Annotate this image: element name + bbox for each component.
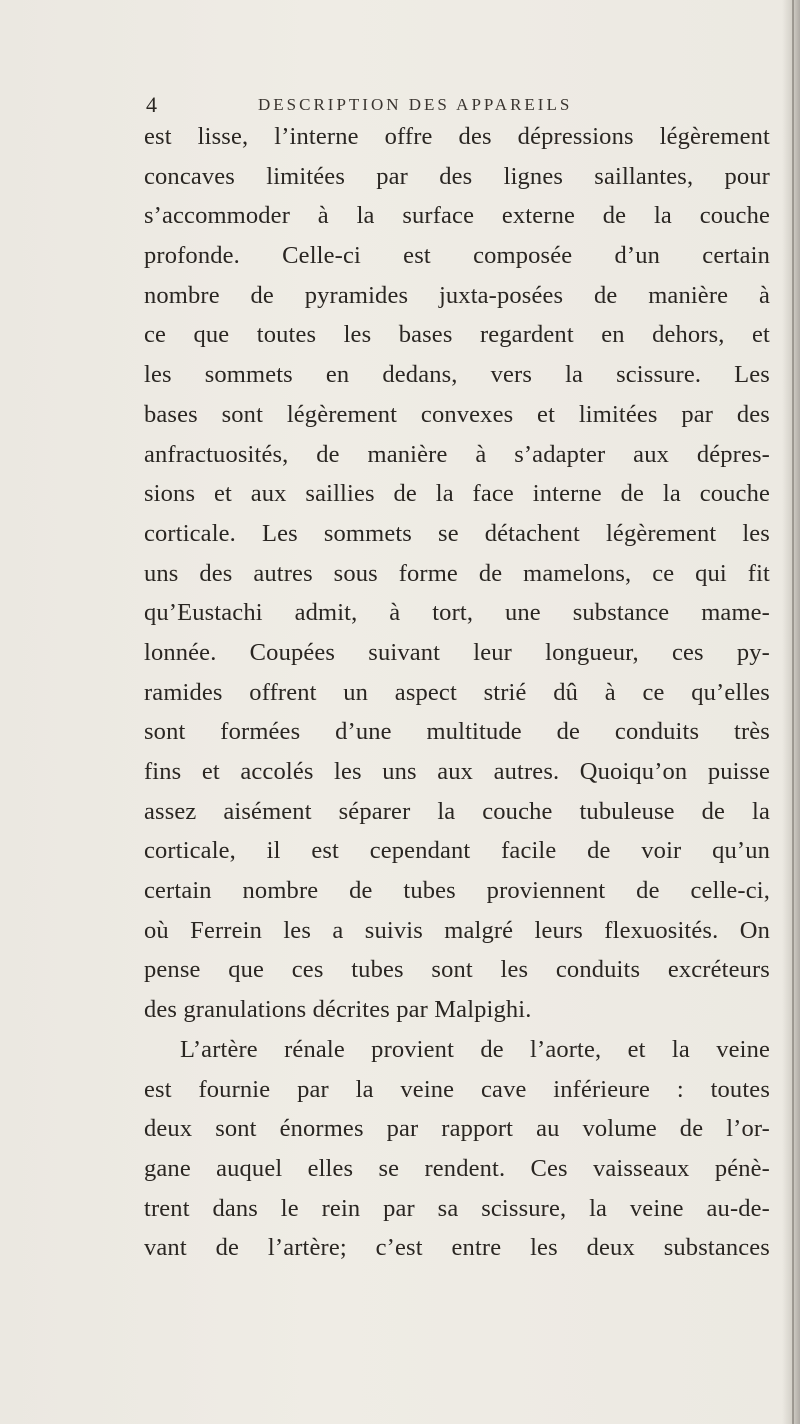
text-line: sont formées d’une multitude de conduits très (144, 718, 770, 746)
text-line: sions et aux saillies de la face interne de la couche (144, 480, 770, 508)
text-line: est fournie par la veine cave inférieure : toutes (144, 1075, 770, 1103)
text-line: s’accommoder à la surface externe de la couche (144, 202, 770, 230)
text-line: vant de l’artère; c’est entre les deux substances (144, 1234, 770, 1262)
body-text (144, 117, 770, 1268)
text-line: assez aisément séparer la couche tubuleuse de la (144, 797, 770, 825)
text-line: corticale, il est cependant facile de voir qu’un (144, 837, 770, 865)
text-line: pense que ces tubes sont les conduits excréteurs (144, 956, 770, 984)
text-line: deux sont énormes par rapport au volume de l’or- (144, 1115, 770, 1143)
text-line: les sommets en dedans, vers la scissure. Les (144, 361, 770, 389)
text-line: est lisse, l’interne offre des dépressions légèrement (144, 123, 770, 150)
text-line: profonde. Celle-ci est composée d’un certain (144, 242, 770, 270)
text-line: nombre de pyramides juxta-posées de manière à (144, 281, 770, 309)
text-line: trent dans le rein par sa scissure, la veine au-de- (144, 1194, 770, 1222)
page-edge-shadow (782, 0, 800, 1424)
text-line: qu’Eustachi admit, à tort, une substance mame- (144, 599, 770, 627)
text-line: ce que toutes les bases regardent en dehors, et (144, 321, 770, 349)
text-line: concaves limitées par des lignes saillantes, pour (144, 162, 770, 190)
text-line: anfractuosités, de manière à s’adapter aux dépres- (144, 440, 770, 468)
text-line: corticale. Les sommets se détachent légèrement les (144, 519, 770, 547)
running-head: DESCRIPTION DES APPAREILS (258, 95, 573, 114)
text-line: lonnée. Coupées suivant leur longueur, ces py- (144, 638, 770, 666)
page-header (146, 92, 706, 118)
text-line paragraph-end: des granulations décrites par Malpighi. (144, 996, 532, 1024)
text-line: uns des autres sous forme de mamelons, ce qui fit (144, 559, 770, 587)
text-line: fins et accolés les uns aux autres. Quoiqu’on puisse (144, 758, 770, 785)
text-line: où Ferrein les a suivis malgré leurs flexuosités. On (144, 916, 770, 944)
page-number: 4 (146, 92, 158, 117)
page-edge-line (792, 0, 794, 1424)
text-line: gane auquel elles se rendent. Ces vaisseaux pénè- (144, 1154, 770, 1182)
text-line paragraph-start: L’artère rénale provient de l’aorte, et la veine (180, 1035, 770, 1063)
text-line: bases sont légèrement convexes et limitées par des (144, 400, 770, 428)
text-line: ramides offrent un aspect strié dû à ce qu’elles (144, 678, 770, 706)
text-line: certain nombre de tubes proviennent de celle-ci, (144, 877, 770, 905)
